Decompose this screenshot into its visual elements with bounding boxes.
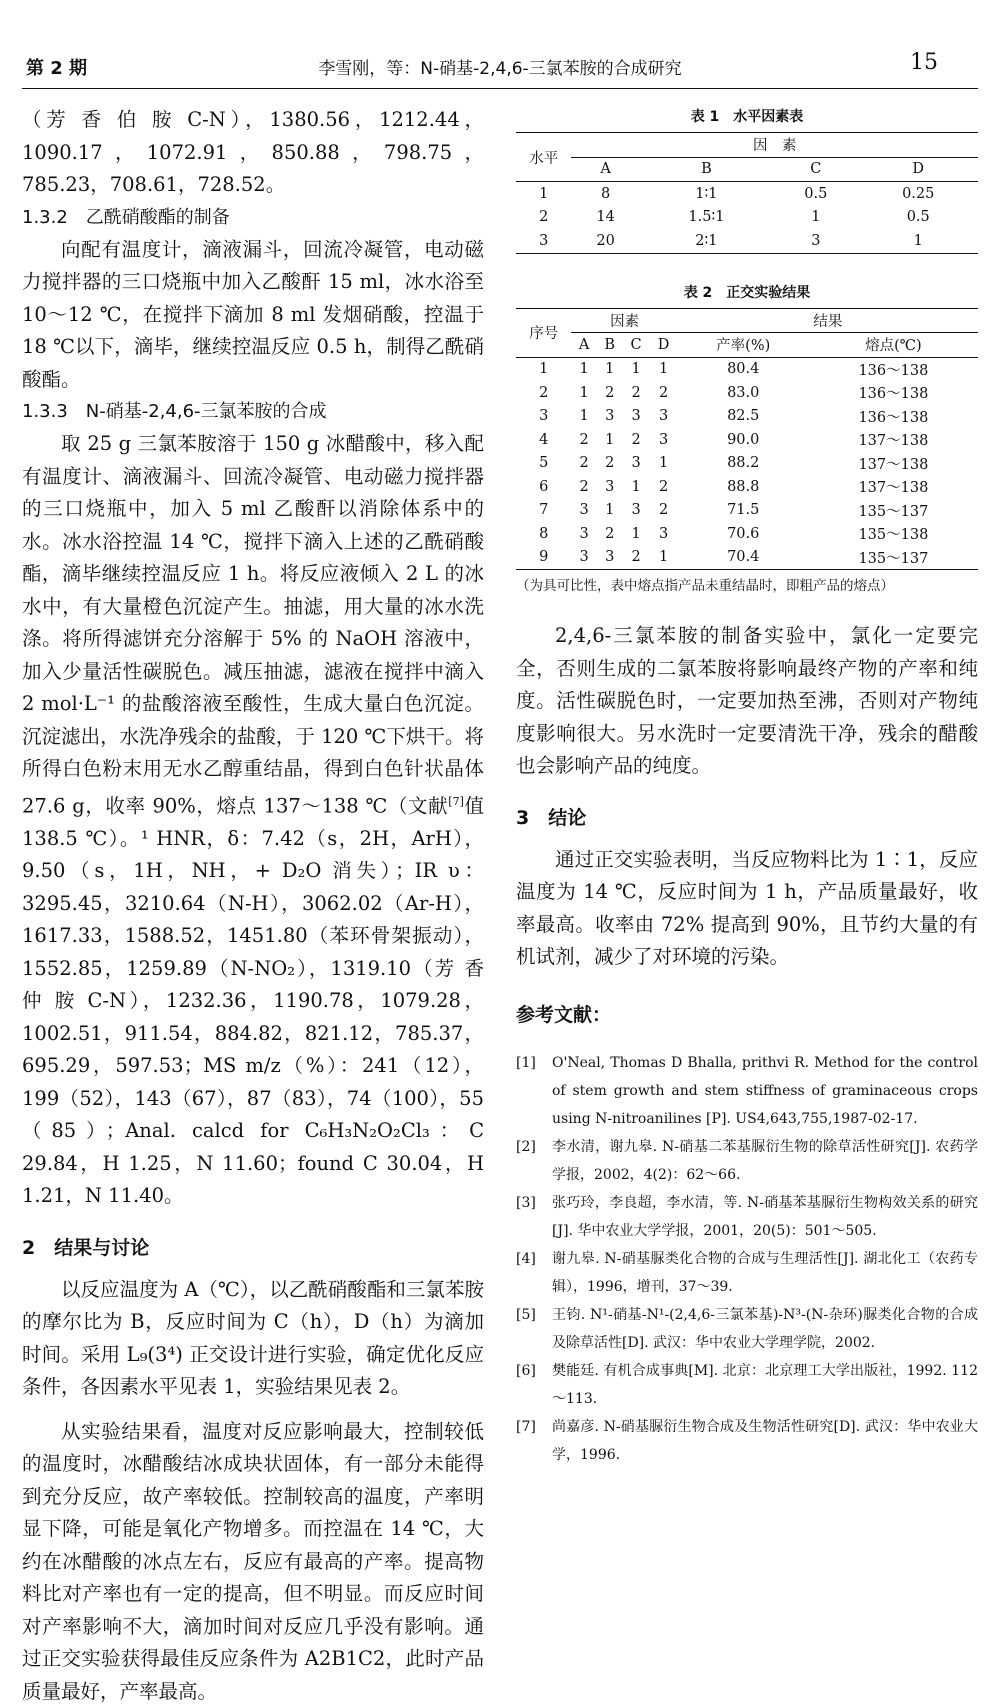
table-cell: 0.25 bbox=[858, 182, 978, 206]
section-1-3-3-title: 1.3.3 N-硝基-2,4,6-三氯苯胺的合成 bbox=[22, 396, 484, 428]
table-cell: 2∶1 bbox=[640, 229, 773, 253]
table-cell: 0.5 bbox=[773, 182, 858, 206]
reference-item bbox=[516, 1357, 978, 1413]
table-cell: 1 bbox=[623, 522, 650, 546]
table-cell: 1 bbox=[650, 357, 678, 381]
table-1-col-header: B bbox=[640, 157, 773, 182]
table-cell: 3 bbox=[516, 229, 571, 253]
table-cell: 2 bbox=[597, 452, 623, 476]
section-1-3-3-body bbox=[22, 428, 484, 1213]
table-cell: 3 bbox=[623, 405, 650, 429]
reference-number: [1] bbox=[516, 1049, 536, 1077]
table-cell: 2 bbox=[571, 428, 596, 452]
reference-item bbox=[516, 1133, 978, 1189]
table-2-index-header: 序号 bbox=[516, 308, 571, 357]
table-cell: 136～138 bbox=[809, 405, 978, 429]
table-row bbox=[516, 499, 978, 523]
table-cell: 3 bbox=[597, 405, 623, 429]
table-cell: 2 bbox=[623, 428, 650, 452]
table-1 bbox=[516, 132, 978, 254]
reference-text: 尚嘉彦. N-硝基脲衍生物合成及生物活性研究[D]. 武汉：华中农业大学，1996. bbox=[552, 1419, 978, 1463]
table-cell: 20 bbox=[571, 229, 639, 253]
table-cell: 3 bbox=[650, 522, 678, 546]
reference-text: 王钧. N¹-硝基-N¹-(2,4,6-三氯苯基)-N³-(N-杂环)脲类化合物的合成及除草活性[D]. 武汉：华中农业大学理学院，2002. bbox=[552, 1307, 978, 1351]
references-title: 参考文献： bbox=[516, 1000, 978, 1027]
table-2-result-header: 结果 bbox=[678, 308, 978, 333]
table-cell: 8 bbox=[516, 522, 571, 546]
table-cell: 2 bbox=[623, 546, 650, 570]
table-cell: 70.6 bbox=[678, 522, 809, 546]
ir-continuation: （芳 香 伯 胺 C-N），1380.56，1212.44，1090.17，1072.91，850.88，798.75，785.23，708.61，728.52。 bbox=[22, 104, 484, 202]
page-number: 15 bbox=[910, 50, 938, 75]
table-row bbox=[516, 229, 978, 253]
table-1-col-header: A bbox=[571, 157, 639, 182]
table-2-col-header: A bbox=[571, 333, 596, 358]
table-cell: 2 bbox=[516, 381, 571, 405]
table-2-col-header: C bbox=[623, 333, 650, 358]
table-cell: 5 bbox=[516, 452, 571, 476]
table-cell: 1 bbox=[571, 357, 596, 381]
table-row bbox=[516, 475, 978, 499]
table-2 bbox=[516, 308, 978, 571]
table-1-body bbox=[516, 182, 978, 254]
table-cell: 137～138 bbox=[809, 475, 978, 499]
section-2-para-2: 从实验结果看，温度对反应影响最大，控制较低的温度时，冰醋酸结冰成块状固体，有一部分未能得到充分反应，故产率较低。控制较高的温度，产率明显下降，可能是氧化产物增多。而控温在 14 ℃，大约在冰醋酸的冰点左右，反应有最高的产率。提高物料比对产率也有一定的提高，但不明显。而反应时间对产率影响不大，滴加时间对反应几乎没有影响。通过正交实验获得最佳反应条件为 A2B1C2，此时产品质量最好，产率最高。 bbox=[22, 1416, 484, 1708]
table-cell: 90.0 bbox=[678, 428, 809, 452]
table-cell: 2 bbox=[650, 475, 678, 499]
table-cell: 137～138 bbox=[809, 452, 978, 476]
table-2-caption: 表 2 正交实验结果 bbox=[516, 282, 978, 302]
table-cell: 82.5 bbox=[678, 405, 809, 429]
table-cell: 83.0 bbox=[678, 381, 809, 405]
table-2-body bbox=[516, 357, 978, 570]
reference-number: [4] bbox=[516, 1245, 536, 1273]
table-cell: 3 bbox=[650, 428, 678, 452]
table-cell: 88.8 bbox=[678, 475, 809, 499]
section-2-para-1: 以反应温度为 A（℃），以乙酰硝酸酯和三氯苯胺的摩尔比为 B，反应时间为 C（h），D（h）为滴加时间。采用 L₉(3⁴) 正交设计进行实验，确定优化反应条件，各因素水平见表 1，实验结果见表 2。 bbox=[22, 1274, 484, 1404]
table-cell: 9 bbox=[516, 546, 571, 570]
table-cell: 1∶1 bbox=[640, 182, 773, 206]
table-cell: 1 bbox=[623, 475, 650, 499]
reference-item bbox=[516, 1413, 978, 1469]
table-cell: 1 bbox=[650, 546, 678, 570]
table-cell: 1 bbox=[650, 452, 678, 476]
section-2-title: 2 结果与讨论 bbox=[22, 1233, 484, 1260]
table-2-col-header: B bbox=[597, 333, 623, 358]
table-row bbox=[516, 206, 978, 230]
table-cell: 88.2 bbox=[678, 452, 809, 476]
reference-number: [5] bbox=[516, 1301, 536, 1329]
table-row bbox=[516, 381, 978, 405]
table-row bbox=[516, 452, 978, 476]
table-1-col-header: D bbox=[858, 157, 978, 182]
reference-item bbox=[516, 1049, 978, 1133]
table-cell: 3 bbox=[773, 229, 858, 253]
table-cell: 1.5∶1 bbox=[640, 206, 773, 230]
table-cell: 14 bbox=[571, 206, 639, 230]
table-cell: 1 bbox=[623, 357, 650, 381]
table-cell: 136～138 bbox=[809, 381, 978, 405]
table-cell: 2 bbox=[597, 381, 623, 405]
table-1-col-header: C bbox=[773, 157, 858, 182]
synthesis-text-b: 值 138.5 ℃）。¹ HNR，δ：7.42（s，2H，ArH），9.50（s，1H，NH，+ D₂O 消失）；IR υ：3295.45，3210.64（N-H），3062.02（Ar-H），1617.33，1588.52，1451.80（苯环骨架振动），1552.85，1259.89（N-NO₂），1319.10（芳 香 仲 胺 C-N），1232.36，1190.78，1079.28，1002.51，911.54，884.82，821.12，785.37，695.29，597.53；MS m/z（%）：241（12），199（52），143（67），87（83），74（100），55（85）；Anal. calcd for C₆H₃N₂O₂Cl₃：C 29.84，H 1.25，N 11.60；found C 30.04，H 1.21，N 11.40。 bbox=[22, 794, 484, 1207]
table-cell: 3 bbox=[571, 499, 596, 523]
table-cell: 136～138 bbox=[809, 357, 978, 381]
reference-number: [3] bbox=[516, 1189, 536, 1217]
table-cell: 1 bbox=[597, 428, 623, 452]
table-cell: 1 bbox=[597, 499, 623, 523]
left-column bbox=[22, 104, 484, 1708]
reference-text: 谢九皋. N-硝基脲类化合物的合成与生理活性[J]. 湖北化工（农药专辑），1996，增刊，37～39. bbox=[552, 1251, 978, 1295]
table-cell: 70.4 bbox=[678, 546, 809, 570]
section-3-title: 3 结论 bbox=[516, 803, 978, 830]
right-column bbox=[516, 104, 978, 1469]
table-cell: 3 bbox=[650, 405, 678, 429]
table-cell: 2 bbox=[516, 206, 571, 230]
table-cell: 6 bbox=[516, 475, 571, 499]
table-2-factor-header: 因素 bbox=[571, 308, 677, 333]
table-cell: 1 bbox=[597, 357, 623, 381]
reference-text: 樊能廷. 有机合成事典[M]. 北京：北京理工大学出版社，1992. 112～113. bbox=[552, 1363, 978, 1407]
table-row bbox=[516, 357, 978, 381]
table-cell: 2 bbox=[650, 381, 678, 405]
table-cell: 3 bbox=[623, 452, 650, 476]
table-2-col-header: D bbox=[650, 333, 678, 358]
table-cell: 1 bbox=[773, 206, 858, 230]
table-1-caption: 表 1 水平因素表 bbox=[516, 106, 978, 126]
table-cell: 80.4 bbox=[678, 357, 809, 381]
table-cell: 2 bbox=[597, 522, 623, 546]
reference-number: [2] bbox=[516, 1133, 536, 1161]
reference-list bbox=[516, 1049, 978, 1469]
conclusion-para: 通过正交实验表明，当反应物料比为 1∶1，反应温度为 14 ℃，反应时间为 1 h，产品质量最好，收率最高。收率由 72% 提高到 90%，且节约大量的有机试剂，减少了对环境的污染。 bbox=[516, 844, 978, 974]
table-2-col-header: 产率(%) bbox=[678, 333, 809, 358]
discussion-para: 2,4,6-三氯苯胺的制备实验中，氯化一定要完全，否则生成的二氯苯胺将影响最终产物的产率和纯度。活性碳脱色时，一定要加热至沸，否则对产物纯度影响很大。另水洗时一定要清洗干净，残余的醋酸也会影响产品的纯度。 bbox=[516, 620, 978, 783]
table-row bbox=[516, 546, 978, 570]
table-cell: 1 bbox=[858, 229, 978, 253]
table-cell: 3 bbox=[597, 546, 623, 570]
table-2-note: （为具可比性，表中熔点指产品未重结晶时，即粗产品的熔点） bbox=[516, 574, 978, 594]
table-cell: 135～137 bbox=[809, 546, 978, 570]
table-cell: 3 bbox=[571, 522, 596, 546]
table-cell: 1 bbox=[571, 405, 596, 429]
table-cell: 4 bbox=[516, 428, 571, 452]
table-cell: 1 bbox=[571, 381, 596, 405]
table-1-level-header: 水平 bbox=[516, 133, 571, 182]
running-header bbox=[22, 50, 978, 89]
table-cell: 3 bbox=[623, 499, 650, 523]
reference-text: 李水清，谢九皋. N-硝基二苯基脲衍生物的除草活性研究[J]. 农药学学报，2002，4(2)：62～66. bbox=[552, 1139, 978, 1183]
table-cell: 137～138 bbox=[809, 428, 978, 452]
reference-text: O'Neal, Thomas D Bhalla, prithvi R. Method for the control of stem growth and stem stiffness of graminaceous crops using N-nitroanilines [P]. US4,643,755,1987-02-17. bbox=[552, 1055, 978, 1127]
reference-item bbox=[516, 1301, 978, 1357]
table-cell: 3 bbox=[597, 475, 623, 499]
table-cell: 135～137 bbox=[809, 499, 978, 523]
reference-item bbox=[516, 1189, 978, 1245]
section-1-3-2-title: 1.3.2 乙酰硝酸酯的制备 bbox=[22, 202, 484, 234]
reference-text: 张巧玲，李良超，李水清，等. N-硝基苯基脲衍生物构效关系的研究[J]. 华中农业大学学报，2001，20(5)：501～505. bbox=[552, 1195, 978, 1239]
table-cell: 135～138 bbox=[809, 522, 978, 546]
table-cell: 1 bbox=[516, 182, 571, 206]
table-cell: 7 bbox=[516, 499, 571, 523]
reference-number: [7] bbox=[516, 1413, 536, 1441]
table-cell: 2 bbox=[623, 381, 650, 405]
section-1-3-2-body: 向配有温度计，滴液漏斗，回流冷凝管，电动磁力搅拌器的三口烧瓶中加入乙酸酐 15 ml，冰水浴至 10～12 ℃，在搅拌下滴加 8 ml 发烟硝酸，控温于 18 ℃以下，滴毕，继续控温反应 0.5 h，制得乙酰硝酸酯。 bbox=[22, 234, 484, 397]
table-2-col-header: 熔点(℃) bbox=[809, 333, 978, 358]
table-cell: 1 bbox=[516, 357, 571, 381]
reference-item bbox=[516, 1245, 978, 1301]
table-cell: 71.5 bbox=[678, 499, 809, 523]
running-title: 李雪刚，等：N-硝基-2,4,6-三氯苯胺的合成研究 bbox=[22, 54, 978, 79]
table-row bbox=[516, 182, 978, 206]
citation-7: [7] bbox=[448, 795, 464, 808]
table-cell: 2 bbox=[650, 499, 678, 523]
table-cell: 3 bbox=[571, 546, 596, 570]
issue-number: 第 2 期 bbox=[26, 54, 87, 80]
table-cell: 3 bbox=[516, 405, 571, 429]
table-row bbox=[516, 428, 978, 452]
table-row bbox=[516, 522, 978, 546]
table-row bbox=[516, 405, 978, 429]
table-cell: 2 bbox=[571, 475, 596, 499]
table-cell: 2 bbox=[571, 452, 596, 476]
reference-number: [6] bbox=[516, 1357, 536, 1385]
table-cell: 8 bbox=[571, 182, 639, 206]
table-cell: 0.5 bbox=[858, 206, 978, 230]
synthesis-text-a: 取 25 g 三氯苯胺溶于 150 g 冰醋酸中，移入配有温度计、滴液漏斗、回流冷凝管、电动磁力搅拌器的三口烧瓶中，加入 5 ml 乙酸酐以消除体系中的水。冰水浴控温 14 ℃，搅拌下滴入上述的乙酰硝酸酯，滴毕继续控温反应 1 h。将反应液倾入 2 L 的冰水中，有大量橙色沉淀产生。抽滤，用大量的冰水洗涤。将所得滤饼充分溶解于 5% 的 NaOH 溶液中，加入少量活性碳脱色。减压抽滤，滤液在搅拌中滴入 2 mol·L⁻¹ 的盐酸溶液至酸性，生成大量白色沉淀。沉淀滤出，水洗净残余的盐酸，于 120 ℃下烘干。将所得白色粉末用无水乙醇重结晶，得到白色针状晶体 27.6 g，收率 90%，熔点 137～138 ℃（文献 bbox=[22, 432, 484, 817]
table-1-factor-header: 因 素 bbox=[571, 133, 978, 158]
